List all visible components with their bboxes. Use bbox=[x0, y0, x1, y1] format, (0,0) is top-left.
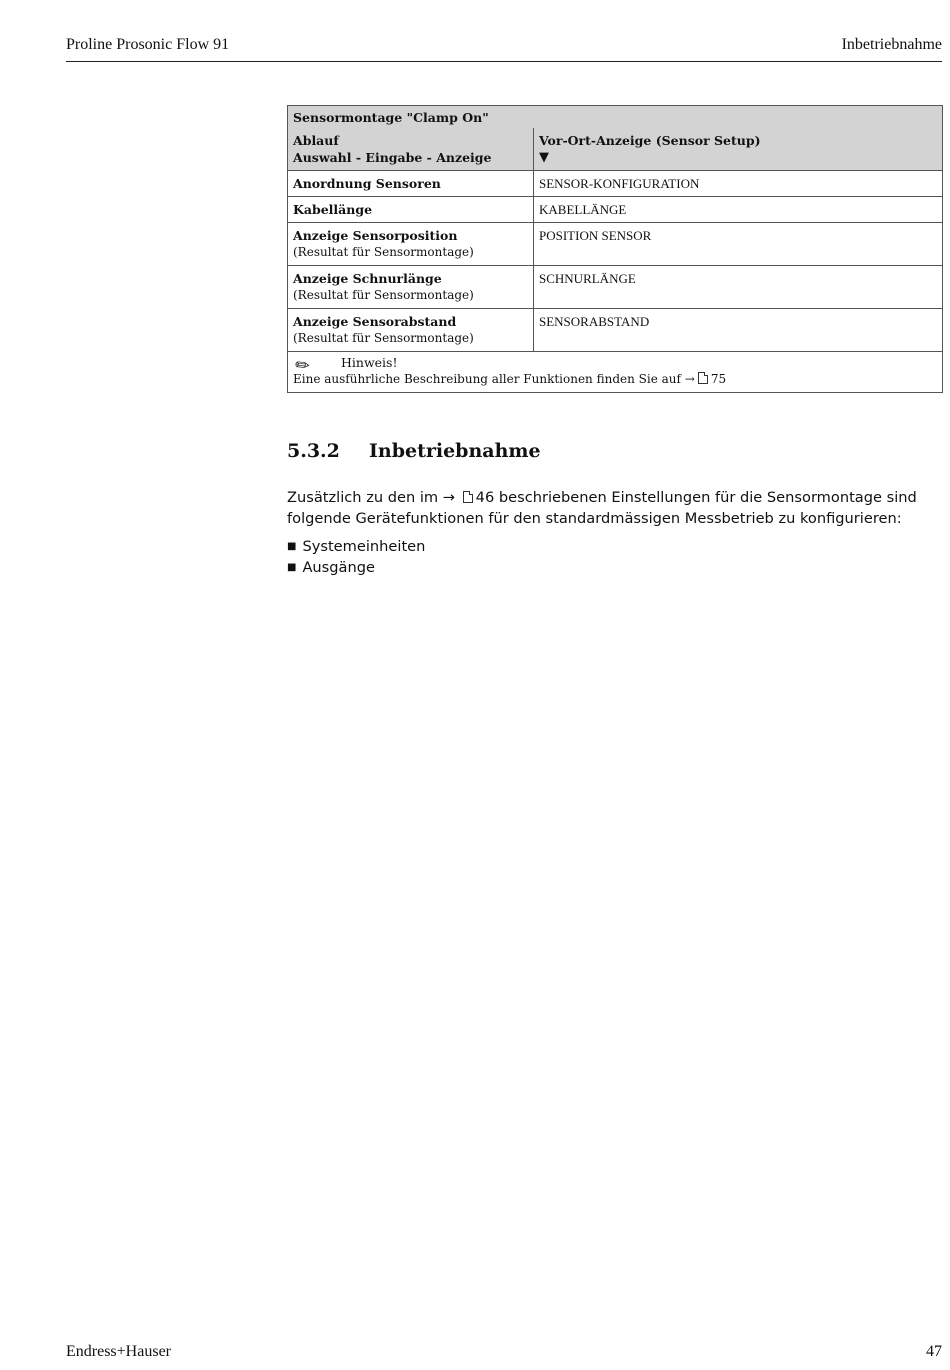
note-text: Eine ausführliche Beschreibung aller Funktionen finden Sie auf → bbox=[293, 372, 695, 386]
section-heading bbox=[287, 440, 541, 462]
row-value: SENSOR-KONFIGURATION bbox=[534, 171, 943, 197]
chapter-title: Inbetriebnahme bbox=[841, 36, 942, 53]
row-sublabel: (Resultat für Sensormontage) bbox=[293, 331, 474, 345]
row-value: SCHNURLÄNGE bbox=[534, 266, 943, 309]
list-item: ■ Systemeinheiten bbox=[287, 536, 425, 557]
document-title: Proline Prosonic Flow 91 bbox=[66, 36, 230, 53]
row-label: Anzeige Schnurlänge bbox=[293, 271, 442, 286]
note-cell bbox=[288, 352, 943, 393]
footer-brand: Endress+Hauser bbox=[66, 1343, 171, 1360]
header-col1-line2: Auswahl - Eingabe - Anzeige bbox=[293, 150, 492, 165]
table-caption-row bbox=[288, 106, 943, 129]
table-row bbox=[288, 266, 943, 309]
row-label: Anzeige Sensorposition bbox=[293, 228, 458, 243]
row-value: POSITION SENSOR bbox=[534, 223, 943, 266]
table-header-row bbox=[288, 128, 943, 171]
paragraph-part1: Zusätzlich zu den im → bbox=[287, 489, 456, 506]
page-footer bbox=[66, 1343, 942, 1361]
table-row bbox=[288, 223, 943, 266]
row-label-cell bbox=[288, 266, 534, 309]
row-sublabel: (Resultat für Sensormontage) bbox=[293, 245, 474, 259]
section-number: 5.3.2 bbox=[287, 440, 340, 462]
table-row bbox=[288, 171, 943, 197]
note-row bbox=[288, 352, 943, 393]
row-label-cell bbox=[288, 309, 534, 352]
header-col2 bbox=[534, 128, 943, 171]
page-icon bbox=[698, 372, 708, 384]
header-col1-line1: Ablauf bbox=[293, 133, 339, 148]
row-value: SENSORABSTAND bbox=[534, 309, 943, 352]
bullet-list bbox=[287, 536, 425, 578]
note-text-line bbox=[293, 371, 937, 388]
page-header bbox=[66, 34, 942, 62]
row-label: Anordnung Sensoren bbox=[288, 171, 534, 197]
paragraph-part2: beschriebenen Einstellungen für die Sensormontage sind folgende Gerätefunktionen für den standardmässigen Messbetrieb zu konfigurieren: bbox=[287, 489, 917, 527]
header-col1 bbox=[288, 128, 534, 171]
page-icon bbox=[463, 491, 473, 503]
header-col2-text: Vor-Ort-Anzeige (Sensor Setup) bbox=[539, 133, 761, 148]
pencil-icon: ✎ bbox=[291, 353, 316, 379]
row-label: Anzeige Sensorabstand bbox=[293, 314, 457, 329]
sensor-setup-table bbox=[287, 105, 943, 393]
table-caption: Sensormontage "Clamp On" bbox=[288, 106, 943, 129]
note-page-ref[interactable]: 75 bbox=[710, 372, 727, 386]
section-title: Inbetriebnahme bbox=[369, 440, 541, 462]
list-item: ■ Ausgänge bbox=[287, 557, 425, 578]
paragraph-page-ref[interactable]: 46 bbox=[475, 489, 495, 506]
page-number: 47 bbox=[926, 1343, 942, 1360]
row-value: KABELLÄNGE bbox=[534, 197, 943, 223]
body-paragraph bbox=[287, 487, 947, 529]
table-row bbox=[288, 197, 943, 223]
row-label: Kabellänge bbox=[288, 197, 534, 223]
row-label-cell bbox=[288, 223, 534, 266]
note-title: Hinweis! bbox=[341, 355, 398, 370]
row-sublabel: (Resultat für Sensormontage) bbox=[293, 288, 474, 302]
table-row bbox=[288, 309, 943, 352]
arrow-down-icon: ▼ bbox=[539, 150, 549, 165]
